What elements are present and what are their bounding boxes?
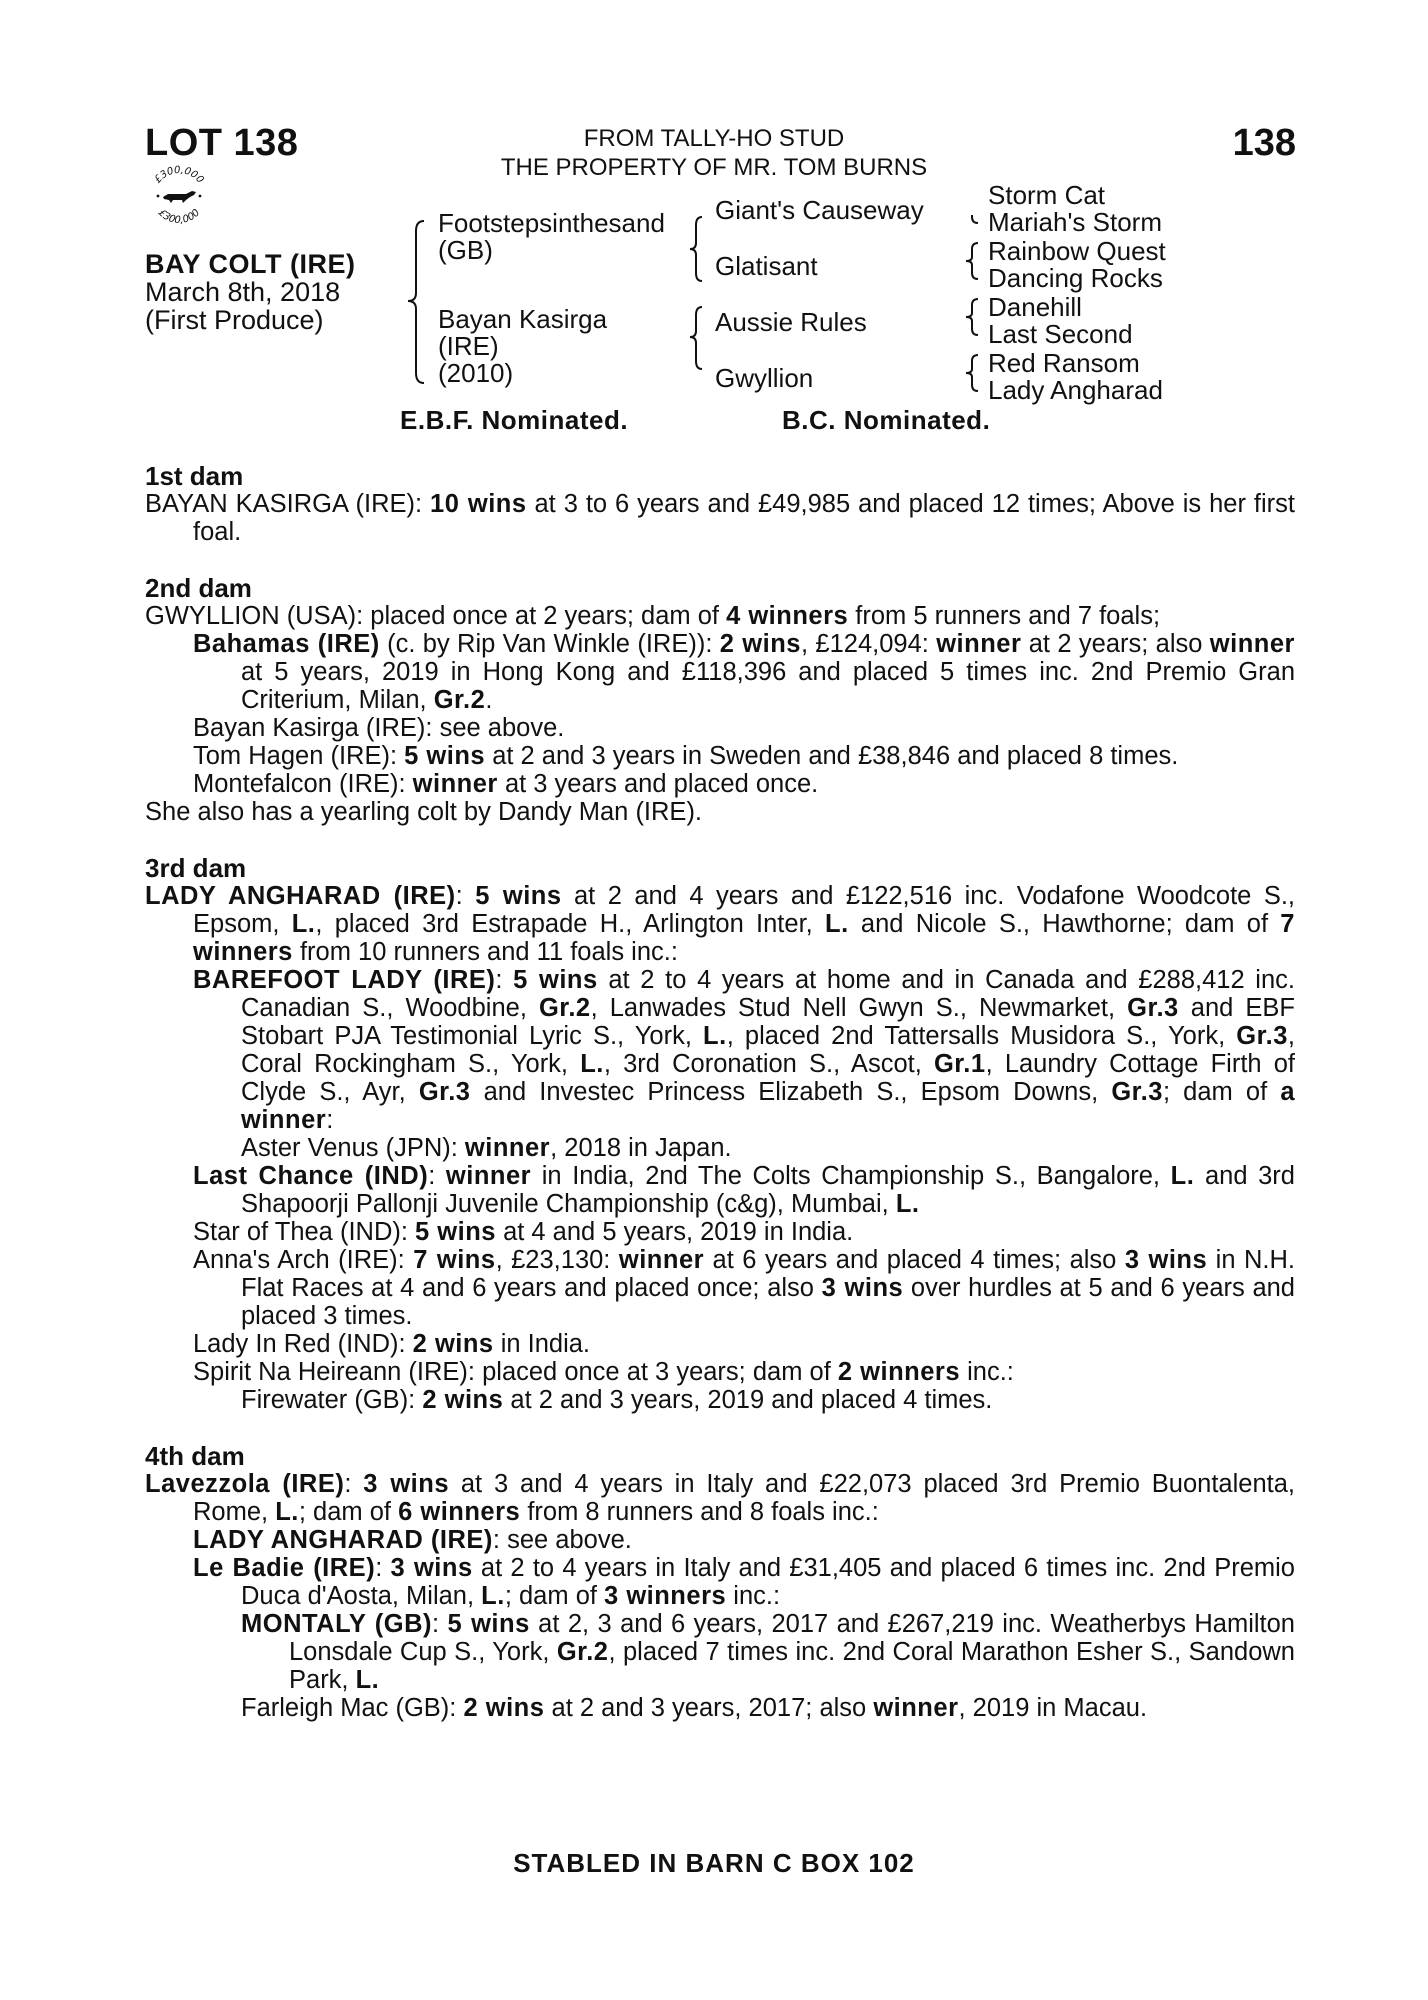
section-heading: 4th dam — [145, 1441, 245, 1471]
pedigree-bracket-dd — [966, 355, 978, 391]
vendor-block — [0, 124, 1428, 182]
pedigree-dds: Red Ransom — [988, 348, 1140, 378]
pedigree-entry: Farleigh Mac (GB): 2 wins at 2 and 3 years, 2017; also winner, 2019 in Macau. — [241, 1694, 1148, 1722]
pedigree-entry: Lady In Red (IND): 2 wins in India. — [193, 1330, 591, 1358]
pedigree-sdd: Dancing Rocks — [988, 263, 1163, 293]
seal-top-text: £300,000 — [152, 164, 206, 186]
pedigree-dam-origin: (IRE) — [438, 331, 499, 361]
pedigree-entry: LADY ANGHARAD (IRE): 5 wins at 2 and 4 years and £122,516 inc. Vodafone Woodcote S., Epsom, L., placed 3rd Estrapade H., Arlington Inter, L. and Nicole S., Hawthorne; dam of 7 winners from 10 runners and 11 foals inc.: — [145, 882, 1296, 966]
pedigree-entry: Lavezzola (IRE): 3 wins at 3 and 4 years in Italy and £22,073 placed 3rd Premio Buontalenta, Rome, L.; dam of 6 winners from 8 runners and 8 foals inc.: — [145, 1470, 1295, 1526]
horse-foaled: March 8th, 2018 — [145, 277, 341, 307]
pedigree-entry: Firewater (GB): 2 wins at 2 and 3 years, 2019 and placed 4 times. — [241, 1386, 993, 1414]
pedigree-sire-origin: (GB) — [438, 235, 493, 265]
pedigree-sire-name: Footstepsinthesand — [438, 208, 665, 238]
pedigree-entry: She also has a yearling colt by Dandy Man (IRE). — [145, 798, 703, 826]
pedigree-bracket-dam — [690, 307, 702, 369]
ebf-nomination: E.B.F. Nominated. — [400, 405, 629, 435]
pedigree-dss: Danehill — [988, 292, 1082, 322]
dam-section — [145, 854, 1295, 1414]
pedigree-sd: Glatisant — [715, 251, 818, 281]
pedigree-dsd: Last Second — [988, 319, 1133, 349]
horse-info — [145, 250, 356, 334]
pedigree-sss: Storm Cat — [988, 180, 1106, 210]
pedigree-ssd: Mariah's Storm — [988, 207, 1163, 237]
pedigree-entry: BAREFOOT LADY (IRE): 5 wins at 2 to 4 years at home and in Canada and £288,412 inc. Canadian S., Woodbine, Gr.2, Lanwades Stud Nell Gwyn S., Newmarket, Gr.3 and EBF Stobart PJA Testimonial Lyric S., York, L., placed 2nd Tattersalls Musidora S., York, Gr.3, Coral Rockingham S., York, L., 3rd Coronation S., Ascot, Gr.1, Laundry Cottage Firth of Clyde S., Ayr, Gr.3 and Investec Princess Elizabeth S., Epsom Downs, Gr.3; dam of a winner: — [193, 966, 1296, 1134]
pedigree-entry: Last Chance (IND): winner in India, 2nd The Colts Championship S., Bangalore, L. and 3rd Shapoorji Pallonji Juvenile Championship (c&g), Mumbai, L. — [193, 1162, 1295, 1218]
pedigree-entry: GWYLLION (USA): placed once at 2 years; dam of 4 winners from 5 runners and 7 foals; — [145, 602, 1161, 630]
section-heading: 3rd dam — [145, 853, 247, 883]
pedigree-entry: Anna's Arch (IRE): 7 wins, £23,130: winner at 6 years and placed 4 times; also 3 wins in N.H. Flat Races at 4 and 6 years and placed once; also 3 wins over hurdles at 5 and 6 years and placed 3 times. — [193, 1246, 1295, 1330]
vendor-line-2: THE PROPERTY OF MR. TOM BURNS — [500, 154, 928, 181]
svg-text:£300,000 — [156, 207, 202, 226]
pedigree-bracket-sd — [966, 243, 978, 279]
pedigree-sds: Rainbow Quest — [988, 236, 1166, 266]
pedigree-bracket-ss — [966, 215, 978, 223]
pedigree-entry: LADY ANGHARAD (IRE): see above. — [193, 1526, 632, 1554]
pedigree-entry: Montefalcon (IRE): winner at 3 years and placed once. — [193, 770, 819, 798]
horse-note: (First Produce) — [145, 305, 324, 335]
lot-label: LOT 138 — [145, 122, 299, 164]
lot-number: 138 — [1232, 122, 1296, 164]
pedigree-dam-name: Bayan Kasirga — [438, 304, 608, 334]
pedigree-entry: Star of Thea (IND): 5 wins at 4 and 5 years, 2019 in India. — [193, 1218, 854, 1246]
seal-bottom-text: £300,000 — [155, 207, 203, 227]
pedigree-entry: Tom Hagen (IRE): 5 wins at 2 and 3 years in Sweden and £38,846 and placed 8 times. — [193, 742, 1179, 770]
pedigree-dam — [438, 306, 607, 387]
pedigree-bracket-ds — [966, 299, 978, 335]
pedigree-entry: Aster Venus (JPN): winner, 2018 in Japan. — [241, 1134, 732, 1162]
pedigree-bracket-sire-dam — [408, 221, 424, 383]
pedigree-ds: Aussie Rules — [715, 307, 867, 337]
dam-section — [145, 574, 1295, 826]
section-heading: 2nd dam — [145, 573, 252, 603]
pedigree-dam-year: (2010) — [438, 358, 514, 388]
pedigree-sire — [438, 210, 665, 264]
stabled-location: STABLED IN BARN C BOX 102 — [513, 1848, 915, 1878]
dam-section — [145, 1442, 1295, 1722]
pedigree-entry: Spirit Na Heireann (IRE): placed once at 3 years; dam of 2 winners inc.: — [193, 1358, 1014, 1386]
fox-icon — [157, 191, 202, 203]
pedigree-ss: Giant's Causeway — [715, 195, 924, 225]
vendor-line-1: FROM TALLY-HO STUD — [583, 125, 845, 152]
pedigree-entry: Bayan Kasirga (IRE): see above. — [193, 714, 565, 742]
bc-nomination: B.C. Nominated. — [782, 405, 991, 435]
catalogue-body — [145, 462, 1295, 1750]
pedigree-ddd: Lady Angharad — [988, 375, 1163, 405]
horse-title: BAY COLT (IRE) — [145, 249, 356, 279]
fox-seal-icon — [146, 162, 212, 228]
dam-section — [145, 462, 1295, 546]
section-heading: 1st dam — [145, 461, 244, 491]
pedigree-entry: Bahamas (IRE) (c. by Rip Van Winkle (IRE)): 2 wins, £124,094: winner at 2 years; also winner at 5 years, 2019 in Hong Kong and £118,396 and placed 5 times inc. 2nd Premio Gran Criterium, Milan, Gr.2. — [193, 630, 1295, 714]
pedigree-entry: BAYAN KASIRGA (IRE): 10 wins at 3 to 6 years and £49,985 and placed 12 times; Above is her first foal. — [145, 490, 1295, 546]
pedigree-bracket-sire — [690, 217, 702, 281]
svg-text:£300,000 — [152, 165, 205, 186]
pedigree-entry: Le Badie (IRE): 3 wins at 2 to 4 years in Italy and £31,405 and placed 6 times inc. 2nd Premio Duca d'Aosta, Milan, L.; dam of 3 winners inc.: — [193, 1554, 1295, 1610]
pedigree-dd: Gwyllion — [715, 363, 814, 393]
pedigree-entry: MONTALY (GB): 5 wins at 2, 3 and 6 years, 2017 and £267,219 inc. Weatherbys Hamilton Lonsdale Cup S., York, Gr.2, placed 7 times inc. 2nd Coral Marathon Esher S., Sandown Park, L. — [241, 1610, 1295, 1694]
